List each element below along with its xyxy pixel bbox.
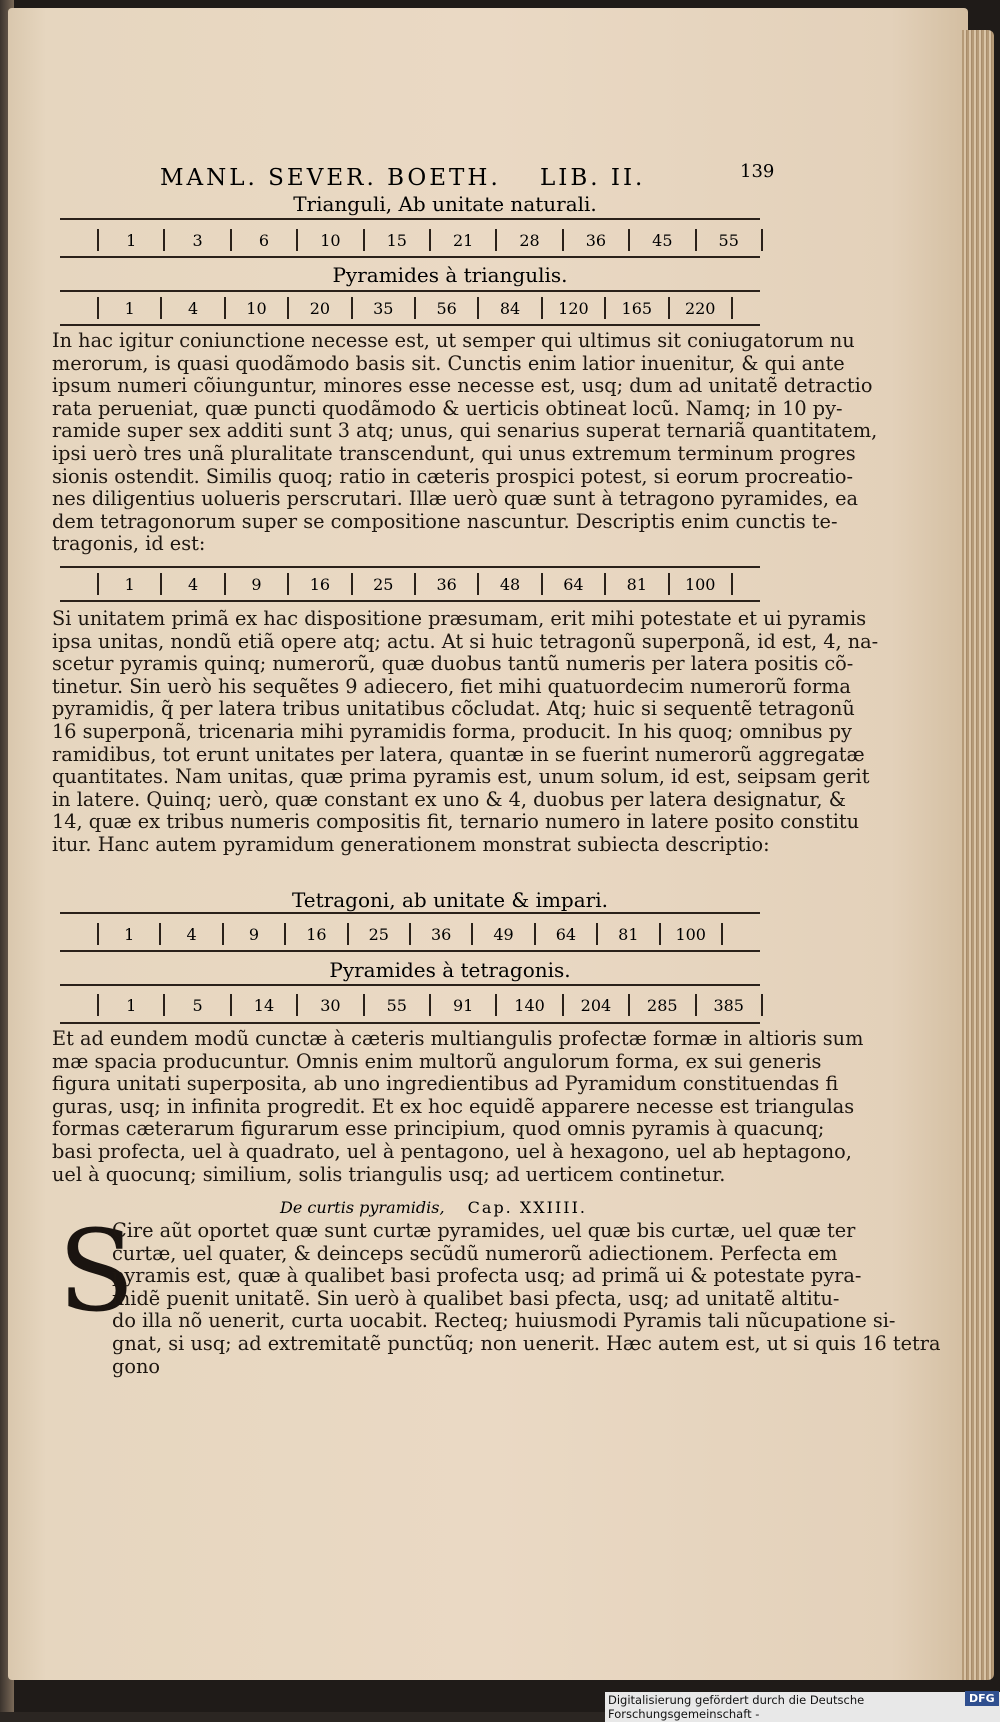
- table2-row: [95, 297, 735, 319]
- text-line: In hac igitur coniunctione necesse est, ut semper qui ultimus sit coniugatorum nu: [52, 329, 855, 352]
- text-line: curtæ, uel quater, & deinceps secũdũ numerorũ adiectionem. Perfecta em: [112, 1241, 838, 1265]
- text-line: guras, usq; in infinita progredit. Et ex hoc equidẽ apparere necesse est triangulas: [52, 1094, 855, 1118]
- table-cell: 385: [713, 995, 744, 1015]
- table-divider: [230, 229, 232, 251]
- chapter-title: De curtis pyramidis,: [280, 1198, 445, 1217]
- table-cell: 165: [621, 298, 653, 318]
- running-head-book: LIB. II.: [540, 165, 646, 191]
- table-divider: [495, 229, 497, 251]
- table-divider: [429, 229, 431, 251]
- table-cell: 9: [251, 574, 262, 594]
- text-line: Si unitatem primã ex hac dispositione præsumam, erit mihi potestate et ui pyramis: [52, 607, 867, 630]
- table-divider: [596, 923, 598, 945]
- table-divider: [287, 573, 289, 595]
- table-cell: 36: [430, 924, 452, 944]
- table-divider: [761, 994, 763, 1016]
- table-divider: [363, 229, 365, 251]
- table-divider: [562, 229, 564, 251]
- table4-row: [95, 923, 725, 945]
- drop-capital: S: [58, 1207, 135, 1337]
- table-divider: [541, 297, 543, 319]
- table-cell: 55: [718, 230, 739, 250]
- table-cell: 15: [386, 230, 407, 250]
- table-cell: 36: [436, 574, 457, 594]
- text-line: 16 superponã, tricenaria mihi pyramidis forma, producit. In his quoq; omnibus py: [52, 719, 852, 743]
- table-divider: [224, 573, 226, 595]
- text-line: Cire aũt oportet quæ sunt curtæ pyramides, uel quæ bis curtæ, uel quæ ter: [112, 1219, 856, 1242]
- paragraph-2: [52, 607, 879, 857]
- table2-bottom-rule: [60, 324, 760, 326]
- text-line: nes diligentius uolueris perscrutari. Illæ uerò quæ sunt à tetragono pyramides, ea: [52, 487, 858, 511]
- table-divider: [414, 297, 416, 319]
- table-divider: [695, 229, 697, 251]
- page-edges: [962, 30, 994, 1680]
- table3-top-rule: [60, 566, 760, 568]
- table-cell: 91: [452, 995, 474, 1015]
- table-divider: [534, 923, 536, 945]
- table-divider: [541, 573, 543, 595]
- table-cell: 100: [684, 574, 716, 594]
- text-line: merorum, is quasi quodãmodo basis sit. Cunctis enim latior inuenitur, & qui ante: [52, 351, 845, 375]
- table-divider: [159, 923, 161, 945]
- table-cell: 28: [519, 230, 540, 250]
- text-line: gono: [112, 1354, 160, 1378]
- table-divider: [414, 573, 416, 595]
- table-cell: 4: [186, 924, 197, 944]
- table-divider: [429, 994, 431, 1016]
- table-divider: [695, 994, 697, 1016]
- table-divider: [160, 297, 162, 319]
- text-line: midẽ puenit unitatẽ. Sin uerò à qualibet basi pfecta, usq; ad unitatẽ altitu-: [112, 1286, 840, 1310]
- table-cell: 25: [373, 574, 394, 594]
- table-divider: [562, 994, 564, 1016]
- table-cell: 21: [452, 230, 474, 250]
- text-line: pyramidis, q̃ per latera tribus unitatibus cõcludat. Atq; huic si sequentẽ tetragonũ: [52, 697, 855, 721]
- table-cell: 48: [499, 574, 521, 594]
- table5-row: [95, 994, 765, 1016]
- table2-caption: Pyramides à triangulis.: [332, 263, 568, 287]
- table-cell: 55: [386, 995, 407, 1015]
- text-line: 14, quæ ex tribus numeris compositis fit, ternario numero in latere posito constitu: [52, 810, 860, 834]
- text-line: scetur pyramis quinq; numerorũ, quæ duobus tantũ numeris per latera positis cõ-: [52, 652, 854, 676]
- text-line: ipsi uerò tres unã pluralitate transcendunt, qui unus extremum terminum progres: [52, 441, 856, 465]
- digitization-credit: Digitalisierung gefördert durch die Deutsche Forschungsgemeinschaft -: [605, 1692, 1000, 1722]
- table1-bottom-rule: [60, 256, 760, 258]
- page-number: 139: [740, 161, 775, 182]
- table-divider: [296, 994, 298, 1016]
- table-cell: 81: [618, 924, 639, 944]
- chapter-heading: [280, 1198, 587, 1217]
- table-divider: [668, 573, 670, 595]
- table-cell: 120: [558, 298, 589, 318]
- table-divider: [668, 297, 670, 319]
- table-cell: 5: [192, 995, 203, 1015]
- table4-caption: Tetragoni, ab unitate & impari.: [292, 888, 608, 912]
- text-line: rata perueniat, quæ puncti quodãmodo & uerticis obtineat locũ. Namq; in 10 py-: [52, 396, 843, 420]
- text-line: uel à quocunq; similium, solis triangulis usq; ad uerticem continetur.: [52, 1162, 726, 1186]
- text-line: dem tetragonorum super se compositione nascuntur. Descriptis enim cunctis te-: [52, 509, 838, 533]
- table-cell: 35: [373, 298, 394, 318]
- text-line: gnat, si usq; ad extremitatẽ punctũq; non uenerit. Hæc autem est, ut si quis 16 tetra: [112, 1331, 941, 1355]
- text-line: formas cæterarum figurarum esse principium, quod omnis pyramis à quacunq;: [52, 1117, 825, 1141]
- table-divider: [721, 923, 723, 945]
- paragraph-4: [112, 1219, 941, 1378]
- table-divider: [224, 297, 226, 319]
- table-cell: 56: [436, 298, 457, 318]
- table-cell: 220: [684, 298, 716, 318]
- text-line: ipsum numeri cõiunguntur, minores esse necesse est, usq; dum ad unitatẽ detractio: [52, 374, 873, 398]
- table-divider: [731, 297, 733, 319]
- table-cell: 30: [320, 995, 341, 1015]
- text-line: Et ad eundem modũ cunctæ à cæteris multiangulis profectæ formæ in altioris sum: [52, 1027, 864, 1050]
- text-line: ipsa unitas, nondũ etiã opere atq; actu. At si huic tetragonũ superponã, id est, 4, na-: [52, 629, 879, 653]
- table1-top-rule: [60, 218, 760, 220]
- table-cell: 1: [124, 574, 135, 594]
- table5-bottom-rule: [60, 1022, 760, 1024]
- table-divider: [160, 573, 162, 595]
- table-cell: 25: [368, 924, 389, 944]
- table-divider: [471, 923, 473, 945]
- text-line: itur. Hanc autem pyramidum generationem monstrat subiecta descriptio:: [52, 832, 770, 856]
- table-cell: 285: [647, 995, 678, 1015]
- running-head-title: MANL. SEVER. BOETH.: [160, 165, 501, 191]
- text-line: figura unitati superposita, ab uno ingredientibus ad Pyramidum constituendas fi: [52, 1072, 839, 1096]
- table-cell: 6: [258, 230, 270, 250]
- text-line: do illa nõ uenerit, curta uocabit. Recteq; huiusmodi Pyramis tali nũcupatione si-: [112, 1309, 896, 1333]
- table-divider: [351, 573, 353, 595]
- table3-row: [95, 573, 735, 595]
- paragraph-1: [52, 329, 878, 556]
- table-cell: 81: [626, 574, 647, 594]
- table-cell: 45: [652, 230, 673, 250]
- table-cell: 20: [309, 298, 331, 318]
- table-divider: [628, 229, 630, 251]
- table-divider: [163, 994, 165, 1016]
- text-line: quantitates. Nam unitas, quæ prima pyramis est, unum solum, id est, seipsam gerit: [52, 765, 870, 789]
- table4-bottom-rule: [60, 950, 760, 952]
- table-cell: 16: [309, 574, 331, 594]
- table-divider: [604, 297, 606, 319]
- table-divider: [222, 923, 224, 945]
- table-divider: [163, 229, 165, 251]
- table-cell: 1: [126, 230, 137, 250]
- table1-caption: Trianguli, Ab unitate naturali.: [293, 192, 597, 216]
- table-cell: 10: [320, 230, 341, 250]
- table1-row: [95, 229, 765, 251]
- table-divider: [628, 994, 630, 1016]
- table-divider: [659, 923, 661, 945]
- text-line: in latere. Quinq; uerò, quæ constant ex uno & 4, duobus per latera designatur, &: [52, 787, 846, 811]
- paragraph-3: [52, 1027, 864, 1186]
- table-cell: 3: [192, 230, 203, 250]
- table-divider: [363, 994, 365, 1016]
- dfg-logo: DFG: [965, 1691, 999, 1706]
- table-divider: [347, 923, 349, 945]
- table-cell: 1: [124, 924, 135, 944]
- table-cell: 140: [514, 995, 545, 1015]
- table-cell: 1: [124, 298, 135, 318]
- table-divider: [97, 573, 99, 595]
- table4-top-rule: [60, 912, 760, 914]
- table-cell: 1: [126, 995, 137, 1015]
- table-divider: [604, 573, 606, 595]
- table-divider: [477, 297, 479, 319]
- table-divider: [97, 923, 99, 945]
- table-cell: 14: [253, 995, 275, 1015]
- table-cell: 10: [246, 298, 267, 318]
- table-divider: [409, 923, 411, 945]
- table-divider: [97, 994, 99, 1016]
- table-divider: [351, 297, 353, 319]
- text-line: ramidibus, tot erunt unitates per latera, quantæ in se fuerint numerorũ aggregatæ: [52, 742, 865, 766]
- table-cell: 49: [493, 924, 514, 944]
- table-cell: 4: [187, 574, 199, 594]
- table-cell: 64: [555, 924, 577, 944]
- table-divider: [97, 297, 99, 319]
- text-line: tragonis, id est:: [52, 532, 206, 556]
- table-divider: [296, 229, 298, 251]
- text-line: basi profecta, uel à quadrato, uel à pentagono, uel à hexagono, uel ab heptagono,: [52, 1139, 852, 1163]
- text-line: pyramis est, quæ à qualibet basi profecta usq; ad primã ui & potestate pyra-: [112, 1264, 862, 1288]
- table-divider: [495, 994, 497, 1016]
- table-divider: [287, 297, 289, 319]
- table-divider: [761, 229, 763, 251]
- text-line: sionis ostendit. Similis quoq; ratio in cæteris prospici potest, si eorum procreatio-: [52, 464, 854, 488]
- table-cell: 84: [499, 298, 521, 318]
- table5-top-rule: [60, 984, 760, 986]
- table-divider: [230, 994, 232, 1016]
- table-cell: 36: [585, 230, 607, 250]
- table-divider: [477, 573, 479, 595]
- table-cell: 16: [306, 924, 327, 944]
- table-divider: [97, 229, 99, 251]
- table2-top-rule: [60, 290, 760, 292]
- table-divider: [731, 573, 733, 595]
- table-cell: 9: [248, 924, 260, 944]
- text-line: tinetur. Sin uerò his sequẽtes 9 adiecero, fiet mihi quatuordecim numerorũ forma: [52, 674, 851, 698]
- table-cell: 204: [580, 995, 612, 1015]
- table-cell: 4: [187, 298, 199, 318]
- table-cell: 64: [563, 574, 584, 594]
- chapter-number: Cap. XXIIII.: [467, 1198, 587, 1217]
- table5-caption: Pyramides à tetragonis.: [329, 958, 571, 982]
- table3-bottom-rule: [60, 600, 760, 602]
- table-cell: 100: [675, 924, 706, 944]
- text-line: ramide super sex additi sunt 3 atq; unus, qui senarius superat ternariã quantitatem,: [52, 419, 878, 443]
- text-line: mæ spacia producuntur. Omnis enim multorũ angulorum forma, ex sui generis: [52, 1049, 822, 1073]
- table-divider: [284, 923, 286, 945]
